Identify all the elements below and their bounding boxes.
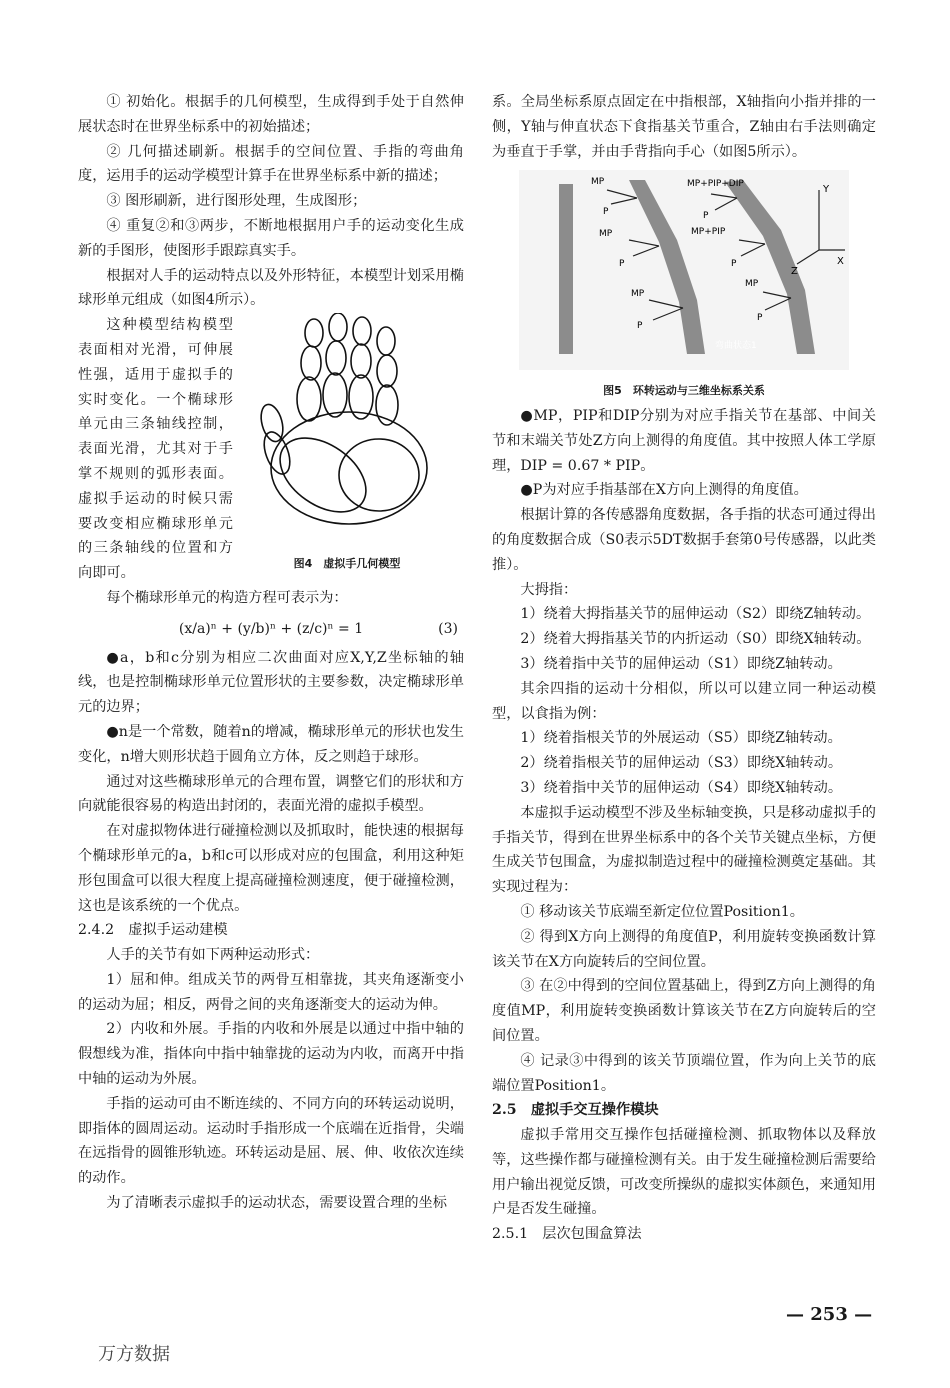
label-p-3: P (637, 321, 643, 332)
para-n-constant: ●n是一个常数，随着n的增减，椭球形单元的形状也发生变化，n增大则形状趋于圆角立方体，反之则趋于球形。 (78, 723, 464, 765)
label-mp-3: MP (631, 289, 645, 300)
para-interaction: 虚拟手常用交互操作包括碰撞检测、抓取物体以及释放等，这些操作都与碰撞检测有关。由于发生碰撞检测后需要给用户输出视觉反馈，可改变所操纵的虚拟实体颜色，来通知用户是否发生碰撞。 (492, 1127, 876, 1218)
figure-5 (492, 170, 876, 404)
footer-watermark: 万方数据 (98, 1344, 170, 1365)
para-index-2: 2）绕着指根关节的屈伸运动（S3）即绕X轴转动。 (520, 755, 843, 772)
label-mp-pip: MP+PIP (691, 227, 726, 238)
para-joint-forms: 人手的关节有如下两种运动形式： (106, 947, 320, 964)
axis-y-label: Y (823, 184, 830, 196)
para-motion-model: 本虚拟手运动模型不涉及坐标轴变换，只是移动虚拟手的手指关节，得到在世界坐标系中的各个关节关键点坐标，方便生成关节包围盒，为虚拟制造过程中的碰撞检测奠定基础。其实现过程为： (492, 804, 876, 896)
label-p-6: P (757, 313, 763, 324)
equation-3 (78, 617, 464, 642)
label-bend-state: 弯曲状态1 (715, 341, 757, 352)
para-abc-params: ●a，b和c分别为相应二次曲面对应X,Y,Z坐标轴的轴线，也是控制椭球形单元位置形状的主要参数，决定椭球形单元的边界； (78, 649, 464, 716)
para-global-coordinates: 系。全局坐标系原点固定在中指根部，X轴指向小指并排的一侧，Y轴与伸直状态下食指基关节重合，Z轴由右手法则确定为垂直于手掌，并由手背指向手心（如图5所示）。 (492, 94, 876, 160)
para-step-2: ② 得到X方向上测得的角度值P，利用旋转变换函数计算该关节在X方向旋转后的空间位置。 (492, 928, 876, 970)
para-repeat: ④ 重复②和③两步，不断地根据用户手的运动变化生成新的手图形，使图形手跟踪真实手。 (78, 217, 464, 259)
para-p-angle: ●P为对应手指基部在X方向上测得的角度值。 (520, 482, 808, 499)
para-equation-intro: 每个椭球形单元的构造方程可表示为： (106, 589, 348, 606)
para-mp-pip-dip: ●MP，PIP和DIP分别为对应手指关节在基部、中间关节和末端关节处Z方向上测得的角度值。其中按照人体工学原理，DIP = 0.67 * PIP。 (492, 407, 876, 474)
label-p-4: P (703, 211, 709, 222)
para-geometry-refresh: ② 几何描述刷新。根据手的空间位置、手指的弯曲角度，运用手的运动学模型计算手在世界坐标系中新的描述； (78, 143, 464, 185)
para-sensor-synthesis: 根据计算的各传感器角度数据，各手指的状态可通过得出的角度数据合成（S0表示5DT数据手套第0号传感器，以此类推）。 (492, 507, 876, 573)
equation-number: (3) (438, 620, 458, 637)
label-mp-2: MP (599, 229, 613, 240)
label-p-1: P (603, 207, 609, 218)
para-thumb: 大拇指： (520, 581, 578, 598)
para-index-1: 1）绕着指根关节的外展运动（S5）即绕Z轴转动。 (520, 730, 842, 747)
virtual-hand-ellipsoid-diagram (237, 313, 457, 543)
label-mp-1: MP (591, 177, 605, 188)
para-step-4: ④ 记录③中得到的该关节顶端位置，作为向上关节的底端位置Position1。 (492, 1052, 876, 1094)
para-graphics-refresh: ③ 图形刷新，进行图形处理，生成图形； (106, 193, 367, 210)
label-mp-4: MP (745, 279, 759, 290)
axis-x-label: X (837, 256, 844, 268)
para-collision-advantage: 在对虚拟物体进行碰撞检测以及抓取时，能快速的根据每个椭球形单元的a，b和c可以形成对应的包围盒，利用这种矩形包围盒可以很大程度上提高碰撞检测速度，便于碰撞检测，这也是该系统的一个优点。 (78, 823, 464, 914)
heading-2-4-2: 2.4.2 虚拟手运动建模 (78, 922, 228, 939)
left-column (78, 90, 464, 1216)
figure-4 (233, 313, 461, 586)
para-coordinate-intro: 为了清晰表示虚拟手的运动状态，需要设置合理的坐标 (106, 1195, 447, 1212)
figure-4-caption: 图4 虚拟手几何模型 (293, 556, 401, 570)
right-column (492, 90, 876, 1247)
para-circumduction: 手指的运动可由不断连续的、不同方向的环转运动说明，即指体的圆周运动。运动时手指形成一个底端在近指骨，尖端在远指骨的圆锥形轨迹。环转运动是屈、展、伸、收依次连续的动作。 (78, 1095, 464, 1187)
figure-5-caption: 图5 环转运动与三维坐标系关系 (603, 384, 765, 398)
para-step-3: ③ 在②中得到的空间位置基础上，得到Z方向上测得的角度值MP，利用旋转变换函数计算该关节在Z方向旋转后的空间位置。 (492, 978, 876, 1044)
para-step-1: ① 移动该关节底端至新定位位置Position1。 (520, 903, 804, 920)
para-flex-extend: 1）屈和伸。组成关节的两骨互相靠拢，其夹角逐渐变小的运动为屈；相反，两骨之间的夹角逐渐变大的运动为伸。 (78, 971, 464, 1013)
circumduction-coordinate-diagram (519, 170, 849, 370)
para-thumb-1: 1）绕着大拇指基关节的屈伸运动（S2）即绕Z轴转动。 (520, 606, 871, 623)
figure4-wrap (78, 313, 464, 586)
para-index-3: 3）绕着指中关节的屈伸运动（S4）即绕X轴转动。 (520, 779, 843, 796)
equation-body: (x/a)ⁿ + (y/b)ⁿ + (z/c)ⁿ = 1 (178, 620, 364, 637)
heading-2-5: 2.5 虚拟手交互操作模块 (492, 1102, 659, 1119)
para-init: ① 初始化。根据手的几何模型，生成得到手处于自然伸展状态时在世界坐标系中的初始描述； (78, 94, 464, 135)
para-model-structure: 这种模型结构模型表面相对光滑，可伸展性强，适用于虚拟手的实时变化。一个椭球形单元由三条轴线控制，表面光滑，尤其对于手掌不规则的弧形表面。虚拟手运动的时候只需要改变相应椭球形单元的三条轴线的位置和方向即可。 (78, 317, 233, 582)
page-number: — 253 — (786, 1304, 873, 1325)
axis-z-label: Z (791, 266, 798, 278)
label-p-2: P (619, 259, 625, 270)
para-adduct-abduct: 2）内收和外展。手指的内收和外展是以通过中指中轴的假想线为准，指体向中指中轴靠拢的运动为内收，而离开中指中轴的运动为外展。 (78, 1021, 464, 1088)
para-arrangement: 通过对这些椭球形单元的合理布置，调整它们的形状和方向就能很容易的构造出封闭的，表面光滑的虚拟手模型。 (78, 773, 464, 815)
para-model-plan: 根据对人手的运动特点以及外形特征，本模型计划采用椭球形单元组成（如图4所示）。 (78, 267, 464, 309)
para-other-fingers: 其余四指的运动十分相似，所以可以建立同一种运动模型，以食指为例： (492, 680, 876, 722)
para-thumb-3: 3）绕着指中关节的屈伸运动（S1）即绕Z轴转动。 (520, 655, 842, 672)
label-mp-pip-dip: MP+PIP+DIP (687, 179, 744, 190)
heading-2-5-1: 2.5.1 层次包围盒算法 (492, 1226, 642, 1243)
para-thumb-2: 2）绕着大拇指基关节的内折运动（S0）即绕X轴转动。 (520, 631, 871, 648)
label-p-5: P (731, 259, 737, 270)
